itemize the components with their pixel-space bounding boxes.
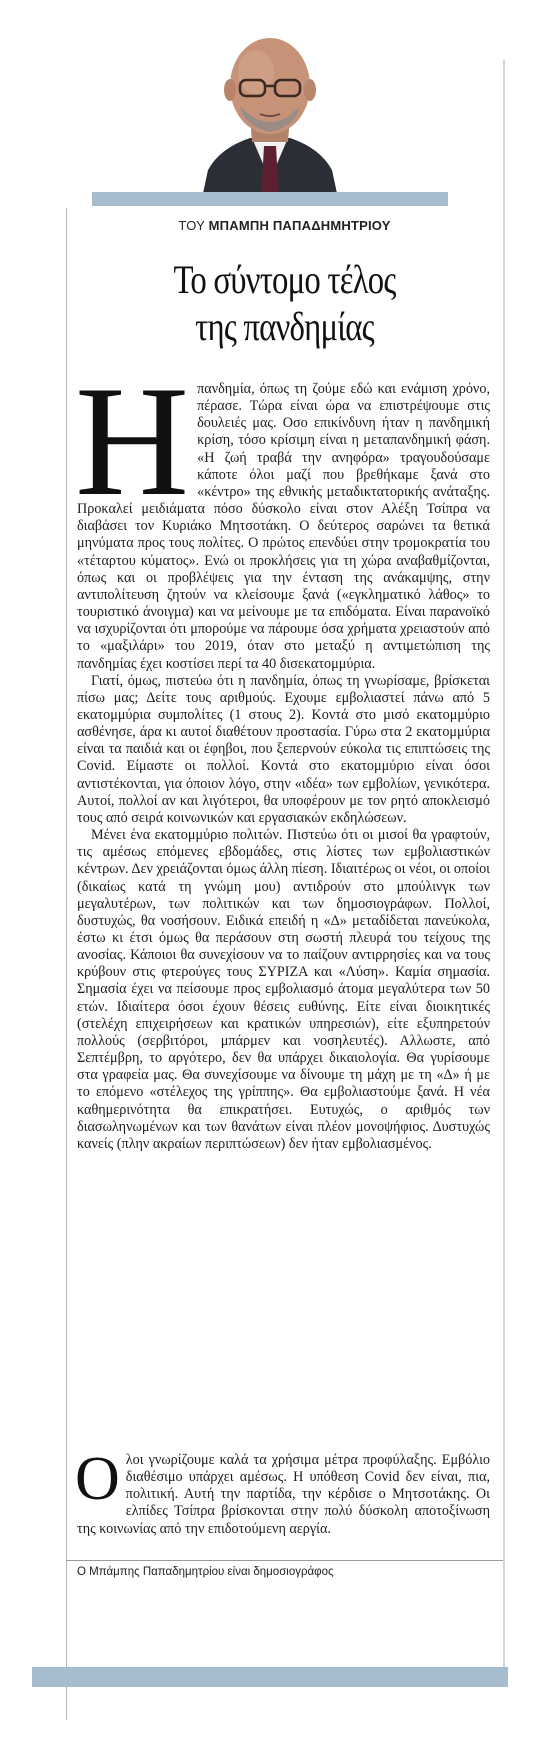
drop-cap-1: Η: [75, 354, 190, 529]
footnote-divider: [66, 1560, 503, 1561]
accent-bar-top: [92, 192, 448, 206]
byline-prefix: ΤΟΥ: [178, 218, 205, 233]
accent-bar-bottom: [32, 1667, 508, 1687]
paragraph-4-text: λοι γνωρίζουμε καλά τα χρήσιμα μέτρα προφύλαξης. Εμβόλιο διαθέσιμο υπάρχει αμέσως. Η υπόθεση Covid δεν είναι, πια, πολιτική. Αυτή την παρτίδα, την κέρδισε ο Μητσοτάκης. Οι ελπίδες Τσίπρα βρίσκονται στην πολύ δύσκολη αποτοξίνωση της κοινωνίας από την επιδοτούμενη αεργία.: [77, 1452, 490, 1537]
author-photo: [200, 20, 340, 198]
drop-cap-2: Ο: [75, 1445, 120, 1513]
paragraph-1: [75, 354, 490, 673]
paragraph-2: Γιατί, όμως, πιστεύω ότι η πανδημία, όπως τη γνωρίσαμε, βρίσκεται πίσω μας; Δείτε τους αριθμούς. Εχουμε εμβολιαστεί πάνω από 5 εκατομμύρια συμπολίτες (1 στους 2). Κοντά στο μισό εκατομμύριο ασθένησε, άρα κι αυτοί διαθέτουν προστασία. Γύρω στα 2 εκατομμύρια είναι τα παιδιά και οι έφηβοι, που ξεπερνούν εύκολα τις επιπτώσεις της Covid. Είμαστε οι πολλοί. Κοντά στο εκατομμύριο είναι όσοι αντιστέκονται, για όποιον λόγο, στην «ιδέα» των εμβολίων, γενικότερα. Αυτοί, πολλοί αν και λιγότεροι, θα υποφέρουν με τον ρητό αποκλεισμό τους από σειρά κοινωνικών και εργασιακών εκδηλώσεων.: [77, 672, 490, 826]
column-rule-right: [503, 60, 505, 1680]
paragraph-3: Μένει ένα εκατομμύριο πολιτών. Πιστεύω ότι οι μισοί θα γραφτούν, τις αμέσως επόμενες εβδομάδες, στις λίστες των εμβολιαστικών κέντρων. Δεν χρειάζονται όμως άλλη πίεση. Ιδιαιτέρως οι νέοι, οι οποίοι (δικαίως κατά τη γνώμη μου) αντιδρούν στο μπούλινγκ των μεγαλυτέρων, των πολιτικών και των δημοσιογράφων. Πολλοί, δυστυχώς, θα νοσήσουν. Ειδικά επειδή η «Δ» μεταδίδεται πανεύκολα, έστω κι έτσι όμως θα περάσουν στη σωστή πλευρά του τείχους της ανοσίας. Κάποιοι θα συνεχίσουν να το παίζουν αντιρρησίες και να τους κρύβουν στις φτερούγες τους ΣΥΡΙΖΑ και «Λύση». Καμία σημασία. Σημασία έχει να πείσουμε προς εμβολιασμό άτομα μεγαλύτερα των 50 ετών. Ιδιαίτερα όσοι έχουν θέσεις ευθύνης. Είτε είναι διοικητικές (στελέχη επιχειρήσεων και κρατικών υπηρεσιών), είτε εξυπηρετούν πολλούς (σερβιτόροι, μπάρμεν και νοσηλευτές). Αλλωστε, από Σεπτέμβρη, το αργότερο, δεν θα υπάρχει δικαιολογία. Θα γυρίσουμε στα γραφεία μας. Θα συνεχίσουμε να δίνουμε τη μάχη με τη «Δ» ή με το επόμενο «στέλεχος της γρίππης». Θα εμβολιαστούμε ξανά. Η νέα καθημερινότητα θα επικρατήσει. Ευτυχώς, ο αριθμός των διασωληνωμένων και των θανάτων είναι πλέον μονοψήφιος. Δυστυχώς κανείς (πλην ακραίων περιπτώσεων) δεν ήταν εμβολιασμένος.: [77, 827, 490, 1152]
headline-line-1: Το σύντομο τέλος: [173, 257, 396, 302]
paragraph-1-text: πανδημία, όπως τη ζούμε εδώ και ενάμιση χρόνο, πέρασε. Τώρα είναι ώρα να επιστρέψουμε στις δουλειές μας. Οσο επικίνδυνη ήταν η πανδημική κρίση, τόσο κρίσιμη είναι η μεταπανδημική φάση. «Η ζωή τραβά την ανηφόρα» τραγουδούσαμε κάποτε όλοι μαζί που βρεθήκαμε ξανά στο «κέντρο» της εθνικής μεταδικτατορικής ανάταξης. Προκαλεί μειδιάματα πόσο δύσκολο είναι στον Αλέξη Τσίπρα να διαβάσει τον Κυριάκο Μητσοτάκη. Ο δεύτερος σαρώνει τα θετικά μηνύματα προς τους πολίτες. Ο πρώτος επενδύει στην τρομοκρατία του «τέταρτου κύματος». Ενώ οι προκλήσεις για τη χώρα αναβαθμίζονται, όπως και οι προβλέψεις για την ένταση της ανάκαμψης, στην αντιπολίτευση ζητούν να κλείσουμε ξανά («εγκληματικό λάθος» το τουριστικό άνοιγμα) και να μείνουμε με τα επιδόματα. Είναι παρανοϊκό να ισχυρίζονται ότι μπορούμε να πάρουμε όσα χρήματα χρειαστούν από το «μαξιλάρι» του 2019, όταν στο μεταξύ η αντιμετώπιση της πανδημίας έχει κοστίσει περί τα 40 δισεκατομμύρια.: [77, 381, 490, 672]
headline-line-2: της πανδημίας: [195, 304, 374, 349]
article-headline: [105, 256, 463, 350]
column-rule-left: [66, 208, 67, 1720]
author-portrait: [200, 20, 340, 198]
byline: [66, 218, 503, 233]
paragraph-4: [75, 1445, 490, 1538]
article-closing: [75, 1445, 490, 1538]
author-footnote: Ο Μπάμπης Παπαδημητρίου είναι δημοσιογράφος: [77, 1566, 334, 1578]
article-body: [75, 354, 490, 1153]
byline-author: ΜΠΑΜΠΗ ΠΑΠΑΔΗΜΗΤΡΙΟΥ: [208, 218, 391, 233]
